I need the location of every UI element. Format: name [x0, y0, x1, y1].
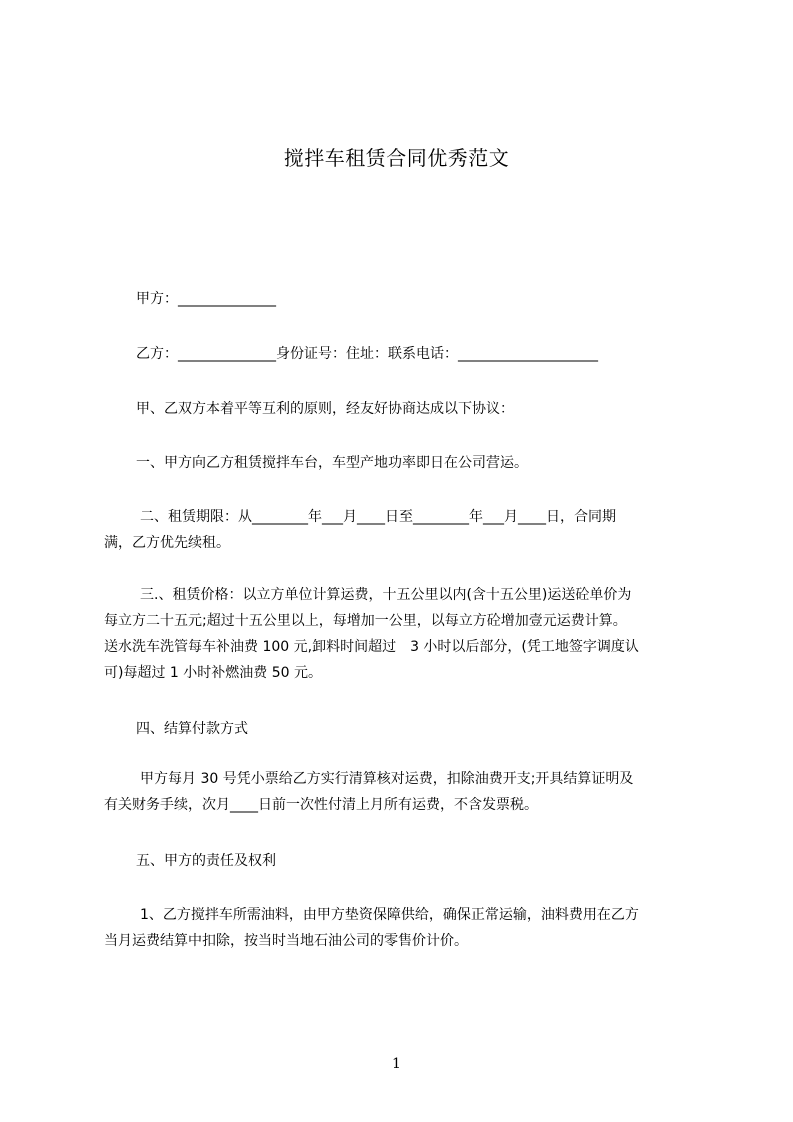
party-a-line: 甲方：______________	[136, 291, 276, 307]
page-number: 1	[392, 1056, 401, 1072]
document-title: 搅拌车租赁合同优秀范文	[283, 146, 510, 170]
clause-5-heading: 五、甲方的责任及权利	[136, 853, 276, 869]
clause-3-line-2: 每立方二十五元;超过十五公里以上，每增加一公里，以每立方砼增加壹元运费计算。	[104, 613, 627, 629]
clause-3-line-3: 送水洗车洗管每车补油费 100 元,卸料时间超过 3 小时以后部分，(凭工地签字调度认	[104, 639, 639, 655]
clause-5-item-1	[104, 902, 704, 954]
clause-4-heading: 四、结算付款方式	[136, 721, 248, 737]
party-b-line: 乙方：______________身份证号：住址：联系电话：____________________	[136, 346, 598, 362]
clause-2	[104, 504, 704, 556]
clause-4-line-2: 有关财务手续，次月____日前一次性付清上月所有运费，不含发票税。	[104, 797, 538, 813]
clause-4-line-1: 甲方每月 30 号凭小票给乙方实行清算核对运费，扣除油费开支;开具结算证明及	[140, 771, 634, 787]
clause-3	[104, 582, 724, 686]
clause-5-item-1-line-1: 1、乙方搅拌车所需油料，由甲方垫资保障供给，确保正常运输，油料费用在乙方	[140, 907, 639, 923]
clause-1: 一、甲方向乙方租赁搅拌车台，车型产地功率即日在公司营运。	[136, 455, 528, 471]
clause-3-line-4: 可)每超过 1 小时补燃油费 50 元。	[104, 665, 322, 681]
clause-5-item-1-line-2: 当月运费结算中扣除，按当时当地石油公司的零售价计价。	[104, 933, 468, 949]
clause-4-body	[104, 766, 704, 818]
clause-2-line-1: 二、租赁期限：从________年___月____日至________年___月____日，合同期	[140, 509, 616, 525]
clause-3-line-1: 三.、租赁价格：以立方单位计算运费，十五公里以内(含十五公里)运送砼单价为	[140, 587, 632, 603]
clause-2-line-2: 满，乙方优先续租。	[104, 535, 230, 551]
intro-paragraph: 甲、乙双方本着平等互利的原则，经友好协商达成以下协议：	[136, 401, 514, 417]
